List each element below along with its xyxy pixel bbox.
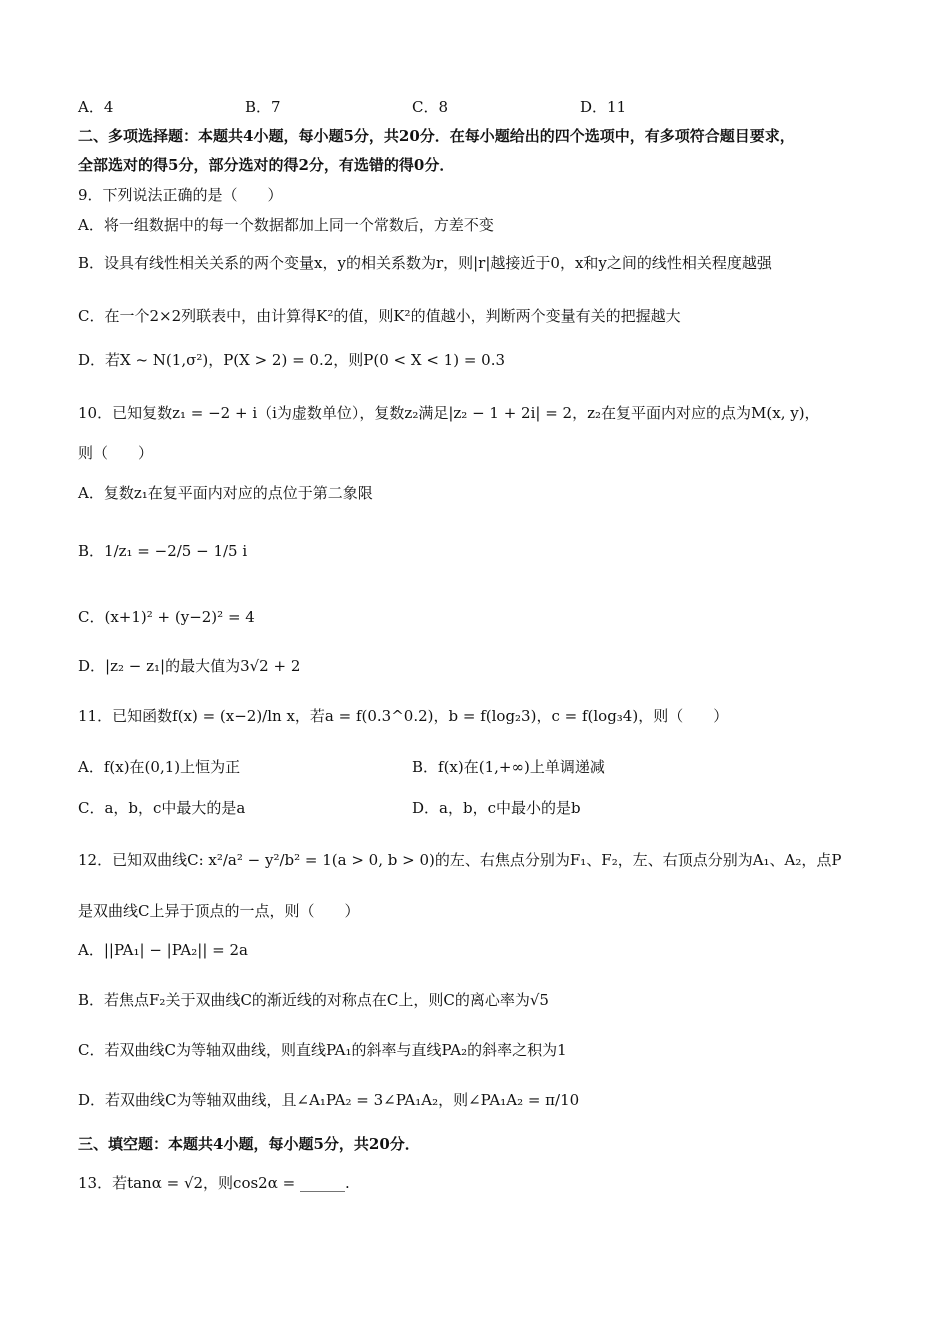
section2-header-line1: 二、多项选择题：本题共4小题，每小题5分，共20分．在每小题给出的四个选项中，有多项符合题目要求， [78, 127, 795, 145]
q13-stem: 13．若tanα = √2，则cos2α = ______. [78, 1174, 350, 1192]
section2-header-line2: 全部选对的得5分，部分选对的得2分，有选错的得0分． [78, 156, 455, 174]
q9-option-d: D．若X ~ N(1,σ²)，P(X > 2) = 0.2，则P(0 < X < 1) = 0.3 [78, 351, 506, 369]
q10-option-d: D．|z₂ − z₁|的最大值为3√2 + 2 [78, 657, 301, 675]
q12-option-b: B．若焦点F₂关于双曲线C的渐近线的对称点在C上，则C的离心率为√5 [78, 991, 549, 1009]
q8-option-c: C．8 [412, 98, 449, 116]
section3-header: 三、填空题：本题共4小题，每小题5分，共20分． [78, 1135, 420, 1153]
q10-option-c: C．(x+1)² + (y−2)² = 4 [78, 608, 255, 626]
q11-option-a: A．f(x)在(0,1)上恒为正 [78, 758, 241, 776]
q11-stem: 11．已知函数f(x) = (x−2)/ln x，若a = f(0.3^0.2)，b = f(log₂3)，c = f(log₃4)，则（ ） [78, 707, 729, 725]
q10-stem: 10．已知复数z₁ = −2 + i（i为虚数单位），复数z₂满足|z₂ − 1 + 2i| = 2，z₂在复平面内对应的点为M(x, y)， [78, 404, 820, 422]
q8-option-b: B．7 [245, 98, 281, 116]
q9-option-b: B．设具有线性相关关系的两个变量x，y的相关系数为r，则|r|越接近于0，x和y之间的线性相关程度越强 [78, 254, 772, 272]
q12-stem: 12．已知双曲线C: x²/a² − y²/b² = 1(a > 0, b > 0)的左、右焦点分别为F₁、F₂，左、右顶点分别为A₁、A₂，点P [78, 851, 842, 869]
q10-option-a: A．复数z₁在复平面内对应的点位于第二象限 [78, 484, 373, 502]
q8-option-d: D．11 [580, 98, 627, 116]
q12-option-a: A．||PA₁| − |PA₂|| = 2a [78, 941, 248, 959]
q8-option-a: A．4 [78, 98, 114, 116]
q12-option-c: C．若双曲线C为等轴双曲线，则直线PA₁的斜率与直线PA₂的斜率之积为1 [78, 1041, 567, 1059]
q12-option-d: D．若双曲线C为等轴双曲线，且∠A₁PA₂ = 3∠PA₁A₂，则∠PA₁A₂ = π/10 [78, 1091, 580, 1109]
q11-option-b: B．f(x)在(1,+∞)上单调递减 [412, 758, 605, 776]
q9-option-c: C．在一个2×2列联表中，由计算得K²的值，则K²的值越小，判断两个变量有关的把握越大 [78, 307, 681, 325]
q9-option-a: A．将一组数据中的每一个数据都加上同一个常数后，方差不变 [78, 216, 494, 234]
q9-stem: 9．下列说法正确的是（ ） [78, 186, 283, 204]
q12-stem-cont: 是双曲线C上异于顶点的一点，则（ ） [78, 902, 360, 920]
q11-option-d: D．a，b，c中最小的是b [412, 799, 581, 817]
q10-stem-cont: 则（ ） [78, 444, 154, 462]
q11-option-c: C．a，b，c中最大的是a [78, 799, 246, 817]
q10-option-b: B．1/z₁ = −2/5 − 1/5 i [78, 542, 248, 560]
